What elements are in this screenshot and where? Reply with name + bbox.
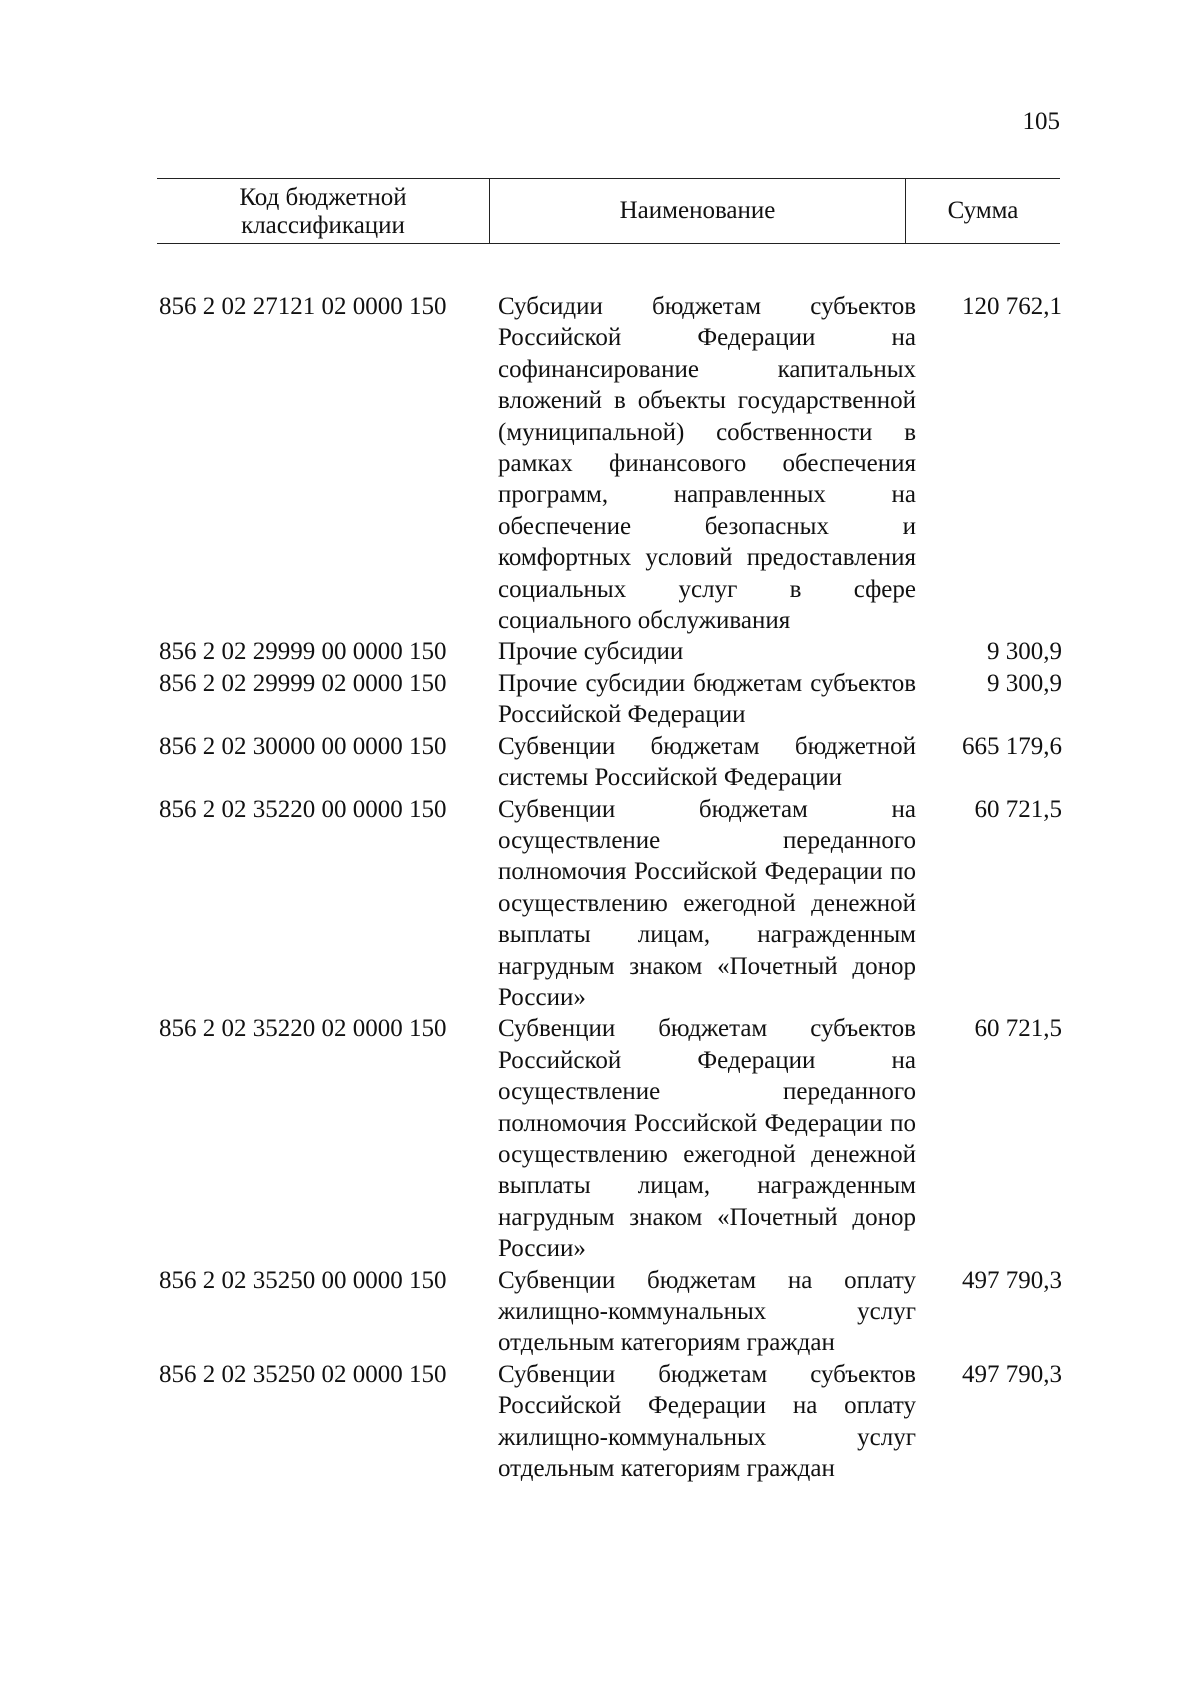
table-row: [159, 636, 1062, 667]
budget-table-body: [159, 291, 1062, 1484]
budget-code: 856 2 02 29999 00 0000 150: [159, 638, 447, 666]
budget-code: 856 2 02 35220 00 0000 150: [159, 795, 447, 823]
budget-sum: 60 721,5: [974, 1015, 1062, 1043]
table-row: [159, 731, 1062, 794]
table-row: [159, 291, 1062, 636]
budget-sum: 665 179,6: [962, 732, 1062, 760]
budget-item-name: Субсидии бюджетам субъектов Российской Федерации на софинансирование капитальных вложений в объекты государственной (муниципальной) собственности в рамках финансового обеспечения программ, направленных на обеспечение безопасных и комфортных условий предоставления социальных услуг в сфере социального обслуживания: [498, 293, 916, 635]
table-row: [159, 794, 1062, 1014]
budget-sum: 60 721,5: [974, 795, 1062, 823]
table-row: [159, 1359, 1062, 1485]
table-row: [159, 1265, 1062, 1359]
budget-sum: 497 790,3: [962, 1266, 1062, 1294]
budget-code: 856 2 02 35250 00 0000 150: [159, 1266, 447, 1294]
budget-item-name: Субвенции бюджетам субъектов Российской Федерации на оплату жилищно-коммунальных услуг отдельным категориям граждан: [498, 1360, 916, 1483]
budget-code: 856 2 02 35220 02 0000 150: [159, 1015, 447, 1043]
table-header: [157, 178, 1060, 244]
column-header-sum: Сумма: [947, 197, 1019, 224]
budget-item-name: Субвенции бюджетам субъектов Российской Федерации на осуществление переданного полномочия Российской Федерации по осуществлению ежегодной денежной выплаты лицам, награжденным нагрудным знаком «Почетный донор России»: [498, 1015, 916, 1263]
budget-item-name: Прочие субсидии: [498, 638, 684, 666]
budget-sum: 9 300,9: [987, 638, 1062, 666]
budget-sum: 120 762,1: [962, 293, 1062, 320]
budget-sum: 9 300,9: [987, 669, 1062, 697]
budget-code: 856 2 02 27121 02 0000 150: [159, 293, 447, 320]
budget-item-name: Прочие субсидии бюджетам субъектов Российской Федерации: [498, 669, 916, 729]
budget-sum: 497 790,3: [962, 1360, 1062, 1388]
budget-item-name: Субвенции бюджетам на оплату жилищно-коммунальных услуг отдельным категориям граждан: [498, 1266, 916, 1357]
column-header-name: Наименование: [489, 179, 906, 243]
budget-code: 856 2 02 30000 00 0000 150: [159, 732, 447, 760]
table-row: [159, 1013, 1062, 1264]
page-number: 105: [1022, 108, 1060, 135]
column-header-code: Код бюджетной классификации: [239, 184, 407, 239]
budget-item-name: Субвенции бюджетам на осуществление переданного полномочия Российской Федерации по осуществлению ежегодной денежной выплаты лицам, награжденным нагрудным знаком «Почетный донор России»: [498, 795, 916, 1011]
budget-code: 856 2 02 29999 02 0000 150: [159, 669, 447, 697]
table-row: [159, 668, 1062, 731]
budget-code: 856 2 02 35250 02 0000 150: [159, 1360, 447, 1388]
budget-item-name: Субвенции бюджетам бюджетной системы Российской Федерации: [498, 732, 916, 792]
